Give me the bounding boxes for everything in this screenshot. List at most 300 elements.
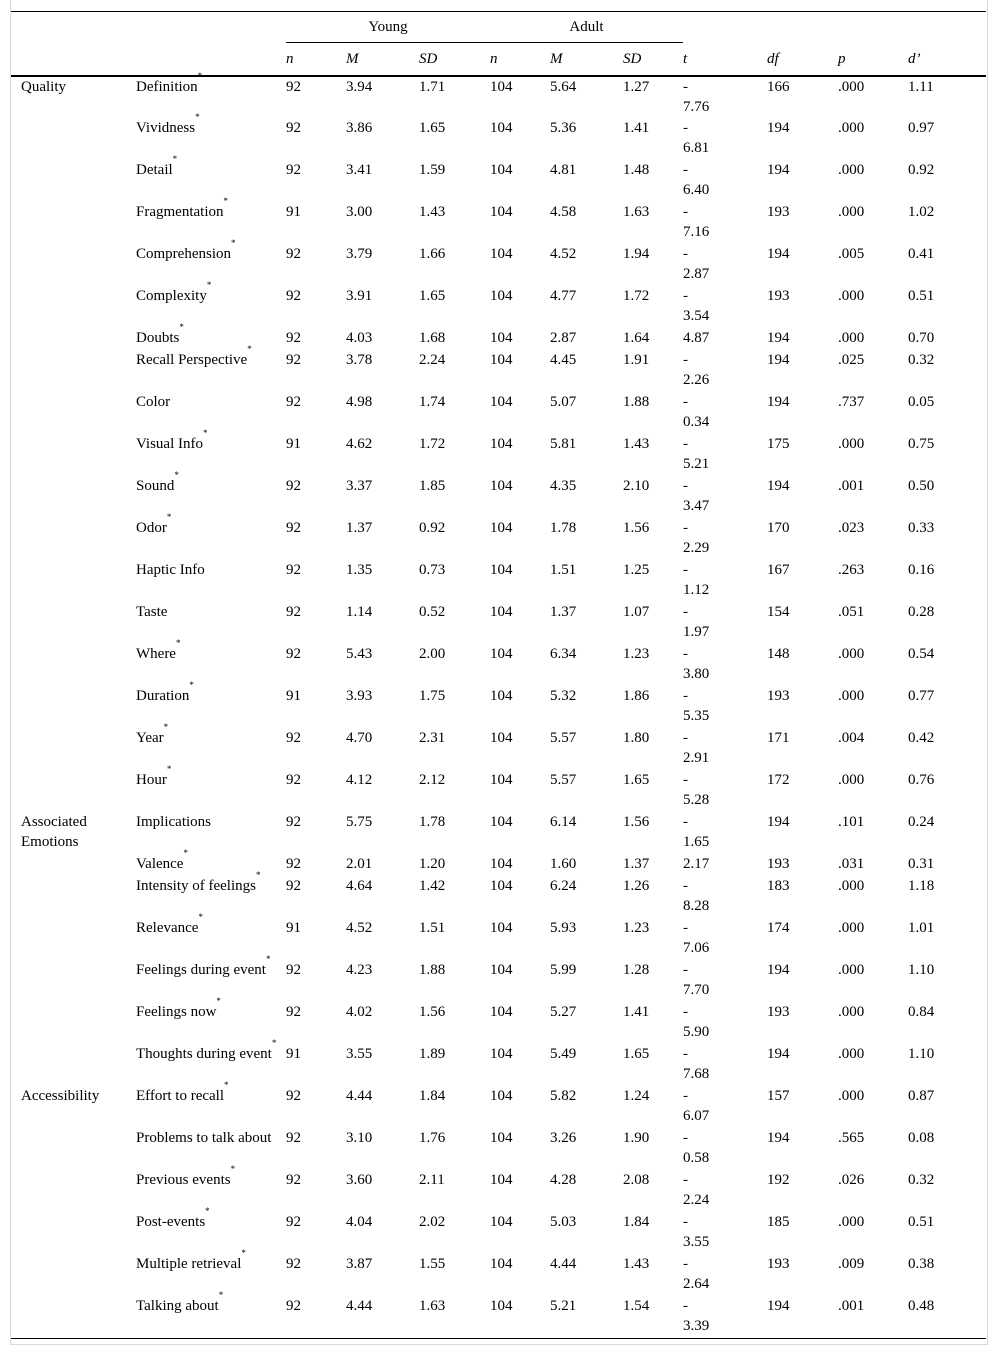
value-cell: 1.18 [908,878,935,894]
table-row [11,960,986,1002]
value-cell: 104 [490,520,513,536]
value-cell: 4.52 [346,920,373,936]
value-cell: 5.43 [346,646,373,662]
value-cell: 5.49 [550,1046,577,1062]
variable-label: Comprehension [136,246,231,262]
value-cell: 1.94 [623,246,650,262]
variable-label: Visual Info [136,436,204,452]
value-cell: 3.93 [346,688,373,704]
value-cell: - 0.34 [683,394,710,430]
significance-marker: * [247,344,252,354]
value-cell: 1.88 [623,394,650,410]
category-cell [11,328,136,350]
significance-marker: * [174,470,179,480]
value-cell: 92 [286,79,301,95]
significance-marker: * [166,512,172,522]
col-header: M [550,43,623,77]
value-cell: 104 [490,878,513,894]
variable-cell [136,954,286,1002]
value-cell: - 6.40 [683,162,710,198]
table-row [11,160,986,202]
col-header: n [286,43,346,77]
value-cell: 0.38 [908,1256,935,1272]
table-row [11,854,986,876]
value-cell: 0.24 [908,814,935,830]
value-cell: 92 [286,962,301,978]
value-cell: - 3.39 [683,1296,767,1338]
value-cell: 0.52 [419,604,446,620]
significance-marker: * [205,1206,210,1216]
value-cell: 1.75 [419,688,446,704]
value-cell: 1.55 [419,1256,446,1272]
value-cell: - 1.97 [683,604,710,640]
value-cell: 6.14 [550,814,577,830]
variable-label: Complexity [136,288,207,304]
category-cell: Quality [21,79,66,95]
category-cell [11,1212,136,1254]
variable-cell [136,764,286,812]
value-cell: 1.85 [419,478,446,494]
significance-marker: * [163,722,169,732]
significance-marker: * [175,638,181,648]
value-cell: 92 [286,1214,301,1230]
category-cell: Associated Emotions [21,814,87,850]
table-row [11,244,986,286]
value-cell: 0.76 [908,772,935,788]
value-cell: 3.55 [346,1046,373,1062]
value-cell: 92 [286,878,301,894]
value-cell: 92 [286,646,301,662]
variable-label: Previous events [136,1172,231,1188]
value-cell: 104 [490,162,513,178]
value-cell: 1.65 [623,1046,650,1062]
significance-marker: * [179,322,184,332]
value-cell: 104 [490,1130,513,1146]
value-cell: .101 [838,814,865,830]
variable-label: Sound [136,478,175,494]
variable-cell [136,1290,286,1338]
table-row [11,1254,986,1296]
value-cell: - 2.64 [683,1256,710,1292]
value-cell: 4.98 [346,394,373,410]
value-cell: 2.02 [419,1214,446,1230]
value-cell: 1.14 [346,604,373,620]
value-cell: 1.48 [623,162,650,178]
value-cell: 1.25 [623,562,650,578]
value-cell: 1.51 [550,562,577,578]
value-cell: 1.86 [623,688,650,704]
value-cell: 3.00 [346,204,373,220]
variable-label: Year [136,730,164,746]
variable-label: Haptic Info [136,562,205,578]
table-row [11,286,986,328]
value-cell: 4.04 [346,1214,373,1230]
value-cell: 4.03 [346,330,373,346]
category-cell [11,560,136,602]
value-cell: 194 [767,394,790,410]
variable-cell [136,1038,286,1086]
value-cell: 1.90 [623,1130,650,1146]
table-row [11,1296,986,1338]
value-cell: 91 [286,1046,301,1062]
value-cell: .263 [838,562,865,578]
value-cell: - 1.12 [683,562,710,598]
value-cell: 1.60 [550,856,577,872]
value-cell: 104 [490,1214,513,1230]
value-cell: 1.65 [623,772,650,788]
value-cell: 0.33 [908,520,935,536]
value-cell: 183 [767,878,790,894]
value-cell: 1.56 [419,1004,446,1020]
value-cell: 5.36 [550,120,577,136]
value-cell: 0.08 [908,1130,935,1146]
value-cell: 1.65 [419,120,446,136]
value-cell: 1.74 [419,394,446,410]
value-cell: .001 [838,478,865,494]
value-cell: 1.43 [419,204,446,220]
value-cell: .000 [838,962,865,978]
table-row [11,876,986,918]
table-row [11,1086,986,1128]
value-cell: 92 [286,856,301,872]
value-cell: 192 [767,1172,790,1188]
value-cell: 148 [767,646,790,662]
value-cell: 104 [490,394,513,410]
value-cell: 0.42 [908,730,935,746]
value-cell: 0.84 [908,1004,935,1020]
value-cell: .026 [838,1172,865,1188]
variable-cell [136,1080,286,1128]
value-cell: 1.01 [908,920,935,936]
value-cell: 104 [490,604,513,620]
value-cell: 5.07 [550,394,577,410]
significance-marker: * [195,112,200,122]
value-cell: 1.41 [623,1004,650,1020]
value-cell: - 6.07 [683,1088,710,1124]
value-cell: 194 [767,1130,790,1146]
value-cell: 91 [286,920,301,936]
value-cell: 0.70 [908,330,935,346]
significance-marker: * [231,238,236,248]
col-header: df [767,43,838,77]
value-cell: - 3.80 [683,646,710,682]
variable-cell [136,196,286,244]
value-cell: 5.82 [550,1088,577,1104]
value-cell: .005 [838,246,865,262]
value-cell: .000 [838,646,865,662]
value-cell: 193 [767,204,790,220]
value-cell: 0.05 [908,394,935,410]
value-cell: 0.73 [419,562,446,578]
value-cell: 92 [286,772,301,788]
significance-marker: * [172,154,178,164]
col-header: d’ [908,43,986,77]
value-cell: - 7.70 [683,962,710,998]
value-cell: 92 [286,562,301,578]
value-cell: - 5.90 [683,1004,710,1040]
variable-cell [136,848,286,876]
significance-marker: * [224,1080,229,1090]
col-header: n [490,43,550,77]
category-cell [11,350,136,392]
value-cell: 1.56 [623,814,650,830]
value-cell: - 2.24 [683,1172,710,1208]
table-row [11,602,986,644]
value-cell: 1.35 [346,562,373,578]
variable-label: Multiple retrieval [136,1256,242,1272]
value-cell: 1.68 [419,330,446,346]
value-cell: 1.26 [623,878,650,894]
value-cell: 104 [490,352,513,368]
value-cell: 1.51 [419,920,446,936]
value-cell: 92 [286,478,301,494]
table-row [11,392,986,434]
value-cell: 194 [767,1046,790,1062]
value-cell: 4.44 [550,1256,577,1272]
value-cell: 157 [767,1088,790,1104]
value-cell: 2.11 [419,1172,445,1188]
value-cell: 104 [490,730,513,746]
value-cell: 6.24 [550,878,577,894]
value-cell: 92 [286,520,301,536]
value-cell: 4.44 [346,1088,373,1104]
category-cell [11,392,136,434]
value-cell: 5.64 [550,79,577,95]
value-cell: 194 [767,120,790,136]
value-cell: 174 [767,920,790,936]
value-cell: 1.63 [419,1296,490,1338]
variable-label: Color [136,394,171,410]
value-cell: - 2.87 [683,246,710,282]
value-cell: 1.89 [419,1046,446,1062]
value-cell: .000 [838,1088,865,1104]
significance-marker: * [241,1248,246,1258]
value-cell: 92 [286,1256,301,1272]
category-cell [11,644,136,686]
value-cell: 92 [286,330,301,346]
header-column-row [11,43,986,77]
value-cell: 1.80 [623,730,650,746]
value-cell: 92 [286,394,301,410]
variable-cell [136,238,286,286]
value-cell: 104 [490,688,513,704]
significance-marker: * [223,196,228,206]
value-cell: 3.26 [550,1130,577,1146]
category-cell [11,854,136,876]
value-cell: 3.10 [346,1130,373,1146]
category-cell [11,770,136,812]
value-cell: 193 [767,856,790,872]
value-cell: 1.88 [419,962,446,978]
value-cell: 104 [490,288,513,304]
variable-cell [136,71,286,118]
value-cell: 1.37 [346,520,373,536]
value-cell: 5.57 [550,730,577,746]
value-cell: 2.00 [419,646,446,662]
value-cell: 1.10 [908,962,935,978]
col-header: SD [419,43,490,77]
value-cell: 104 [490,478,513,494]
value-cell: 104 [490,1172,513,1188]
variable-label: Vividness [136,120,196,136]
value-cell: 104 [490,246,513,262]
value-cell: 4.52 [550,246,577,262]
value-cell: 0.41 [908,246,935,262]
value-cell: 91 [286,436,301,452]
col-header: p [838,43,908,77]
value-cell: 104 [490,1088,513,1104]
value-cell: .000 [838,79,865,95]
variable-label: Definition [136,79,198,95]
category-cell [11,1044,136,1086]
value-cell: 0.50 [908,478,935,494]
value-cell: 1.27 [623,79,650,95]
value-cell: 1.37 [623,856,650,872]
variable-label: Implications [136,814,211,830]
category-cell [11,1170,136,1212]
value-cell: 1.07 [623,604,650,620]
value-cell: 0.16 [908,562,935,578]
value-cell: - 3.54 [683,288,710,324]
value-cell: 0.32 [908,352,935,368]
value-cell: - 2.91 [683,730,710,766]
value-cell: 4.44 [346,1296,419,1338]
value-cell: .000 [838,162,865,178]
table-row [11,202,986,244]
variable-label: Talking about [136,1298,219,1314]
variable-label: Valence [136,856,184,872]
variable-label: Intensity of feelings [136,878,256,894]
variable-label: Effort to recall [136,1088,225,1104]
value-cell: 1.20 [419,856,446,872]
value-cell: 171 [767,730,790,746]
table-row [11,644,986,686]
value-cell: - 3.47 [683,478,710,514]
variable-cell [136,112,286,160]
variable-label: Relevance [136,920,199,936]
variable-cell [136,470,286,518]
value-cell: 1.10 [908,1046,935,1062]
variable-cell [136,1206,286,1254]
category-cell [11,518,136,560]
table-row [11,918,986,960]
category-cell [11,1296,136,1338]
value-cell: 104 [490,204,513,220]
value-cell: .000 [838,1214,865,1230]
value-cell: 1.65 [419,288,446,304]
value-cell: 104 [490,962,513,978]
value-cell: 172 [767,772,790,788]
young-group-header: Young [286,12,490,43]
value-cell: 1.11 [908,79,934,95]
value-cell: 0.92 [908,162,935,178]
category-cell [11,118,136,160]
value-cell: 3.60 [346,1172,373,1188]
value-cell: 0.51 [908,1214,935,1230]
value-cell: 0.92 [419,520,446,536]
value-cell: 91 [286,688,301,704]
value-cell: .025 [838,352,865,368]
significance-marker: * [206,280,212,290]
value-cell: 1.63 [623,204,650,220]
variable-label: Fragmentation [136,204,224,220]
value-cell: 92 [286,730,301,746]
value-cell: 2.10 [623,478,650,494]
value-cell: 167 [767,562,790,578]
table-row [11,350,986,392]
value-cell: 4.81 [550,162,577,178]
value-cell: 3.37 [346,478,373,494]
table-row [11,76,986,118]
value-cell: 0.77 [908,688,935,704]
value-cell: 92 [286,1088,301,1104]
value-cell: 194 [767,352,790,368]
value-cell: 104 [490,646,513,662]
variable-label: Feelings now [136,1004,217,1020]
table-row [11,476,986,518]
value-cell: 104 [490,814,513,830]
value-cell: .001 [838,1296,908,1338]
significance-marker: * [218,1290,224,1300]
variable-label: Thoughts during event [136,1046,272,1062]
variable-label: Detail [136,162,173,178]
value-cell: 92 [286,1172,301,1188]
value-cell: 4.64 [346,878,373,894]
table-row [11,328,986,350]
variable-cell [136,1248,286,1296]
value-cell: 104 [490,1046,513,1062]
variable-label: Hour [136,772,167,788]
variable-cell [136,560,286,602]
variable-cell [136,870,286,918]
value-cell: 193 [767,1256,790,1272]
value-cell: - 7.68 [683,1046,710,1082]
value-cell: 3.86 [346,120,373,136]
variable-label: Where [136,646,176,662]
significance-marker: * [198,912,203,922]
table-row [11,812,986,854]
value-cell: - 8.28 [683,878,710,914]
variable-label: Doubts [136,330,180,346]
value-cell: 2.24 [419,352,446,368]
value-cell: 1.56 [623,520,650,536]
value-cell: 4.77 [550,288,577,304]
value-cell: 2.01 [346,856,373,872]
value-cell: 0.28 [908,604,935,620]
value-cell: 5.21 [550,1296,623,1338]
value-cell: 1.64 [623,330,650,346]
variable-cell [136,1128,286,1170]
value-cell: - 6.81 [683,120,710,156]
value-cell: 92 [286,1130,301,1146]
value-cell: 104 [490,772,513,788]
value-cell: 0.31 [908,856,935,872]
value-cell: 2.12 [419,772,446,788]
value-cell: 104 [490,920,513,936]
value-cell: .000 [838,688,865,704]
value-cell: .051 [838,604,865,620]
variable-label: Recall Perspective [136,352,248,368]
value-cell: .000 [838,920,865,936]
significance-marker: * [255,870,261,880]
value-cell: - 7.16 [683,204,710,240]
value-cell: 5.93 [550,920,577,936]
value-cell: 92 [286,120,301,136]
table-row [11,518,986,560]
value-cell: 3.94 [346,79,373,95]
value-cell: 4.87 [683,330,710,346]
category-cell [11,160,136,202]
